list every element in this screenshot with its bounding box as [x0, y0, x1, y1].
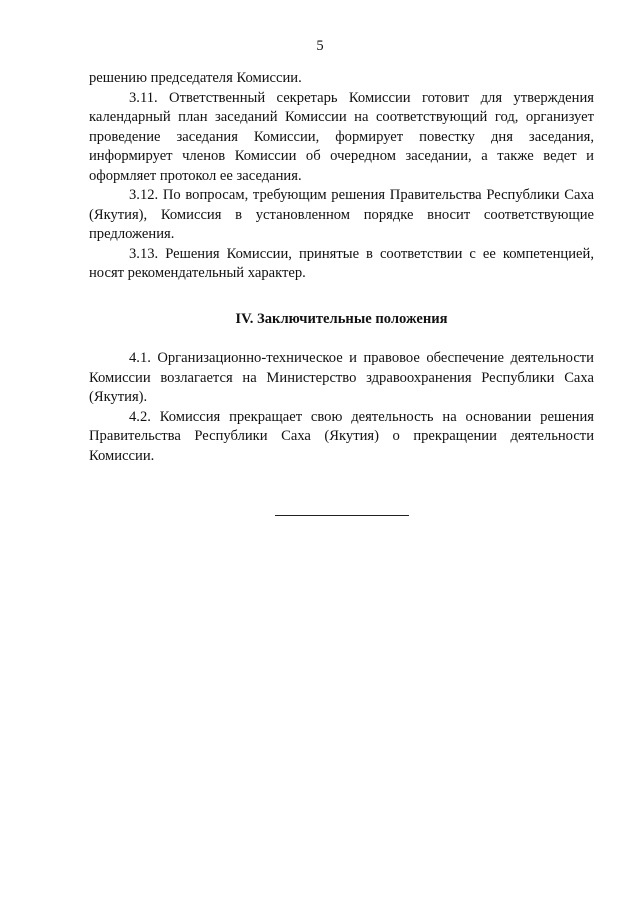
closing-divider-line [275, 515, 409, 516]
paragraph-continuation: решению председателя Комиссии. [89, 70, 302, 86]
paragraph-3-11: 3.11. Ответственный секретарь Комиссии готовит для утверждения календарный план заседаний Комиссии на соответствующий год, организует проведение заседания Комиссии, формирует повестку дня заседания, информирует членов Комиссии об очередном заседании, а также ведет и оформляет протокол ее заседания. [89, 89, 594, 184]
section-title-iv: IV. Заключительные положения [235, 310, 448, 327]
paragraph-3-12: 3.12. По вопросам, требующим решения Правительства Республики Саха (Якутия), Комиссия в установленном порядке вносит соответствующие предложения. [89, 187, 594, 242]
document-body [89, 69, 594, 466]
page-number: 5 [316, 38, 324, 54]
paragraph-3-13: 3.13. Решения Комиссии, принятые в соответствии с ее компетенцией, носят рекомендательный характер. [89, 245, 594, 281]
paragraph-4-1: 4.1. Организационно-техническое и правовое обеспечение деятельности Комиссии возлагается на Министерство здравоохранения Республики Саха (Якутия). [89, 350, 594, 405]
paragraph-4-2: 4.2. Комиссия прекращает свою деятельность на основании решения Правительства Республики Саха (Якутия) о прекращении деятельности Комиссии. [89, 408, 594, 464]
